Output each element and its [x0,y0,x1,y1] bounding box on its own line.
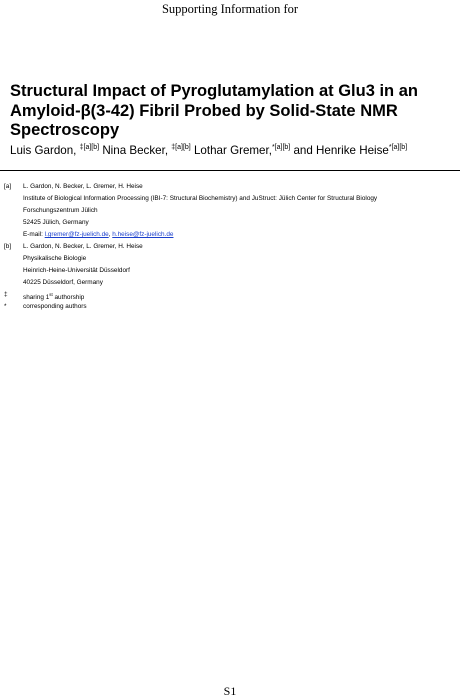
author-name: and Henrike Heise [293,144,389,157]
affiliation-a-names: L. Gardon, N. Becker, L. Gremer, H. Heise [23,183,143,190]
author-list [10,144,450,157]
dagger-text-sup: st [49,292,53,297]
affiliation-b-univ-line [4,265,454,277]
author-affiliation-mark: ‡[a][b] [171,144,191,151]
affiliation-b-dept: Physikalische Biologie [23,255,87,262]
affiliation-a-city-line [4,217,454,229]
affiliation-a-email-line [4,229,454,241]
affiliation-b-mark: [b] [4,243,12,250]
title-line-3: Spectroscopy [10,121,120,139]
affiliation-a-names-line [4,181,454,193]
email-link-gremer[interactable]: l.gremer@fz-juelich.de [44,231,109,238]
footnote-dagger-line [4,289,454,301]
affiliation-a-institute: Institute of Biological Information Processing (IBI-7: Structural Biochemistry) and JuStruct: Jülich Center for Structural Biology [23,195,378,202]
affiliation-b-names: L. Gardon, N. Becker, L. Gremer, H. Heise [23,243,143,250]
paper-title [10,82,440,141]
affiliation-a-org: Forschungszentrum Jülich [23,207,98,214]
author-name: Nina Becker, [102,144,172,157]
title-line-1: Structural Impact of Pyroglutamylation at Glu3 in an [10,82,418,100]
affiliation-b-city-line [4,277,454,289]
dagger-text-post: authorship [52,294,85,301]
author-affiliation-mark: ‡[a][b] [79,144,100,151]
affiliation-b-city: 40225 Düsseldorf, Germany [23,279,103,286]
author-name: Lothar Gremer, [193,144,272,157]
asterisk-mark: * [4,303,7,310]
dagger-mark: ‡ [4,291,8,298]
affiliation-a-city: 52425 Jülich, Germany [23,219,89,226]
email-link-heise[interactable]: h.heise@fz-juelich.de [112,231,174,238]
affiliation-a-mark: [a] [4,183,12,190]
author-affiliation-mark: *[a][b] [388,144,408,151]
email-label: E-mail: [23,231,45,238]
affiliation-b-dept-line [4,253,454,265]
dagger-text-pre: sharing 1 [23,294,50,301]
affiliation-a-org-line [4,205,454,217]
author-name: Luis Gardon, [10,144,80,157]
divider-rule [0,170,460,171]
footnote-star-line [4,301,454,313]
title-line-2: Amyloid-β(3-42) Fibril Probed by Solid-State NMR [10,101,398,120]
affiliation-block [4,181,454,313]
supporting-info-header: Supporting Information for [161,2,299,16]
affiliation-b-names-line [4,241,454,253]
email-container [23,229,173,241]
email-separator: , [108,231,113,238]
footnote-star-text: corresponding authors [23,303,87,310]
affiliation-a-institute-line [4,193,454,205]
author-affiliation-mark: *[a][b] [271,144,291,151]
affiliation-b-univ: Heinrich-Heine-Universität Düsseldorf [23,267,130,274]
page-number: S1 [223,684,237,698]
